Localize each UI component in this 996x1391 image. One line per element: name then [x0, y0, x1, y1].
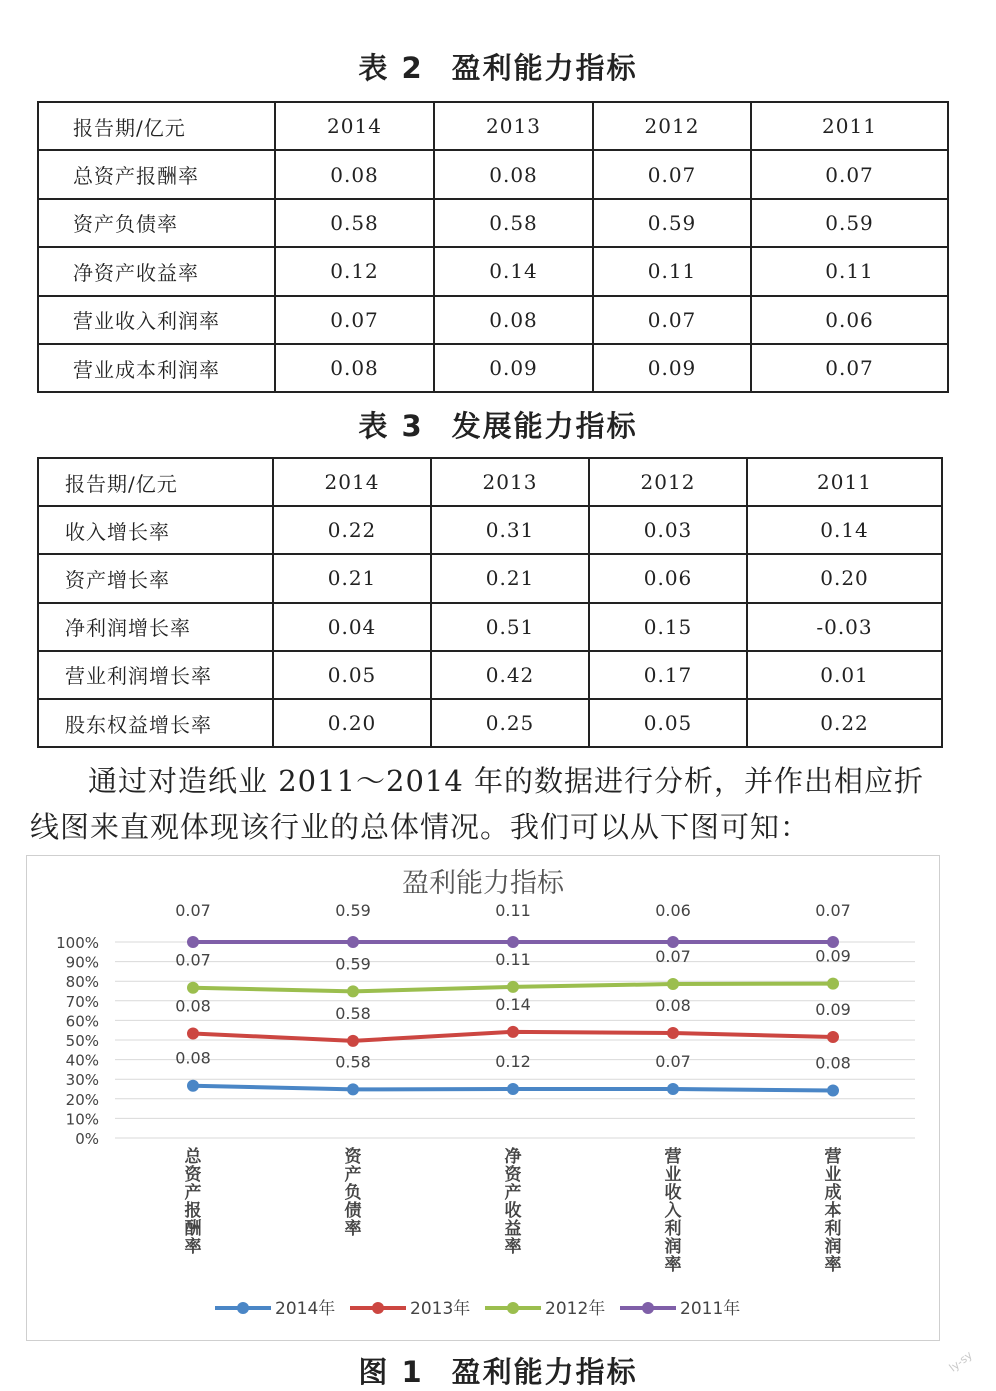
value-cell: 0.07	[593, 296, 751, 344]
figure-label: 图 1	[358, 1355, 424, 1389]
category-label-char: 收	[664, 1183, 682, 1203]
data-point	[827, 978, 839, 990]
table3-title-text: 发展能力指标	[451, 409, 638, 443]
category-label-char: 债	[344, 1201, 362, 1221]
year-header-cell: 2014	[273, 458, 431, 506]
value-cell: 0.04	[273, 603, 431, 651]
value-cell: 0.22	[747, 699, 942, 747]
row-label-cell: 营业利润增长率	[38, 651, 273, 699]
category-label-char: 营	[664, 1147, 682, 1167]
table2-row	[38, 296, 948, 344]
header-label-cell: 报告期/亿元	[38, 458, 273, 506]
category-label-char: 率	[824, 1255, 842, 1275]
data-label: 0.08	[175, 1048, 211, 1068]
category-label-char: 业	[824, 1165, 842, 1185]
value-cell: 0.58	[275, 199, 434, 247]
category-label-char: 利	[824, 1219, 842, 1239]
value-cell: 0.07	[593, 150, 751, 198]
category-label-char: 入	[664, 1201, 682, 1221]
data-label: 0.58	[335, 1052, 371, 1072]
value-cell: 0.08	[434, 150, 593, 198]
category-label-char: 资	[504, 1165, 522, 1185]
legend-marker	[642, 1302, 654, 1314]
table3-row	[38, 603, 942, 651]
category-label-char: 率	[344, 1219, 362, 1239]
year-header-cell: 2011	[751, 102, 948, 150]
row-label-cell: 营业成本利润率	[38, 344, 275, 392]
y-tick-label: 100%	[56, 934, 99, 952]
value-cell: 0.01	[747, 651, 942, 699]
legend-label: 2013年	[410, 1299, 471, 1319]
y-tick-label: 70%	[65, 992, 99, 1011]
data-label: 0.08	[655, 996, 691, 1015]
value-cell: 0.11	[593, 247, 751, 295]
value-cell: 0.08	[275, 344, 434, 392]
row-label-cell: 资产增长率	[38, 554, 273, 602]
value-cell: 0.06	[751, 296, 948, 344]
value-cell: 0.09	[593, 344, 751, 392]
value-cell: 0.12	[275, 247, 434, 295]
data-label: 0.07	[175, 950, 211, 970]
table2-row	[38, 199, 948, 247]
year-header-cell: 2012	[593, 102, 751, 150]
legend-label: 2011年	[680, 1299, 741, 1319]
year-header-cell: 2014	[275, 102, 434, 150]
data-point	[827, 1084, 839, 1096]
category-label-char: 总	[184, 1147, 202, 1167]
table3-title	[0, 404, 996, 445]
row-label-cell: 净资产收益率	[38, 247, 275, 295]
y-tick-label: 30%	[65, 1071, 99, 1090]
analysis-paragraph	[30, 758, 960, 850]
figure-caption	[0, 1350, 996, 1391]
legend-label: 2012年	[545, 1299, 606, 1319]
category-label-char: 资	[344, 1147, 362, 1167]
legend-marker	[507, 1302, 519, 1314]
category-label-char: 资	[184, 1165, 202, 1185]
profitability-chart	[26, 855, 940, 1341]
data-point	[667, 978, 679, 990]
year-header-cell: 2012	[589, 458, 747, 506]
data-point	[507, 1083, 519, 1095]
data-point	[187, 936, 199, 948]
data-point	[187, 982, 199, 994]
value-cell: 0.05	[273, 651, 431, 699]
data-point	[507, 1026, 519, 1038]
data-point	[347, 985, 359, 997]
table3-label: 表 3	[358, 409, 424, 443]
value-cell: 0.17	[589, 651, 747, 699]
value-cell: 0.03	[589, 506, 747, 554]
y-tick-label: 60%	[65, 1012, 99, 1031]
data-label: 0.08	[175, 996, 211, 1016]
category-label-char: 产	[344, 1165, 362, 1185]
category-label-char: 益	[504, 1219, 522, 1239]
value-cell: 0.21	[273, 554, 431, 602]
value-cell: 0.15	[589, 603, 747, 651]
table2-row	[38, 247, 948, 295]
data-label: 0.08	[815, 1053, 851, 1073]
row-label-cell: 净利润增长率	[38, 603, 273, 651]
data-point	[827, 1031, 839, 1043]
value-cell: 0.51	[431, 603, 589, 651]
value-cell: 0.07	[751, 150, 948, 198]
value-cell: 0.06	[589, 554, 747, 602]
table3-row	[38, 554, 942, 602]
value-cell: 0.59	[593, 199, 751, 247]
category-label-char: 本	[824, 1201, 842, 1221]
category-label-char: 产	[184, 1183, 202, 1203]
data-label: 0.12	[495, 1052, 531, 1071]
value-cell: 0.42	[431, 651, 589, 699]
category-label-char: 率	[504, 1237, 522, 1257]
category-label-char: 报	[184, 1201, 202, 1221]
row-label-cell: 股东权益增长率	[38, 699, 273, 747]
data-label: 0.07	[655, 947, 691, 966]
y-tick-label: 40%	[65, 1051, 99, 1070]
data-point	[187, 1080, 199, 1092]
header-label-cell: 报告期/亿元	[38, 102, 275, 150]
data-point	[667, 1083, 679, 1095]
figure-caption-text: 盈利能力指标	[451, 1355, 638, 1389]
row-label-cell: 总资产报酬率	[38, 150, 275, 198]
table3-row	[38, 506, 942, 554]
category-label-char: 成	[824, 1183, 842, 1203]
value-cell: 0.20	[273, 699, 431, 747]
y-tick-label: 10%	[65, 1110, 99, 1129]
data-label: 0.59	[335, 954, 371, 974]
table2-row	[38, 344, 948, 392]
category-label-char: 负	[344, 1183, 362, 1203]
value-cell: 0.58	[434, 199, 593, 247]
table3-row	[38, 651, 942, 699]
value-cell: 0.07	[275, 296, 434, 344]
data-point	[667, 1027, 679, 1039]
value-cell: 0.07	[751, 344, 948, 392]
value-cell: 0.08	[275, 150, 434, 198]
table2-title	[0, 46, 996, 87]
category-label-char: 产	[504, 1183, 522, 1203]
chart-svg	[27, 856, 939, 1340]
value-cell: 0.25	[431, 699, 589, 747]
value-cell: -0.03	[747, 603, 942, 651]
data-label: 0.11	[495, 949, 531, 969]
value-cell: 0.09	[434, 344, 593, 392]
data-label: 0.07	[655, 1052, 691, 1071]
row-label-cell: 资产负债率	[38, 199, 275, 247]
data-label: 0.06	[655, 901, 691, 920]
row-label-cell: 收入增长率	[38, 506, 273, 554]
legend-marker	[237, 1302, 249, 1314]
table3-header-row	[38, 458, 942, 506]
category-label-char: 酬	[184, 1219, 202, 1239]
legend-marker	[372, 1302, 384, 1314]
y-tick-label: 90%	[65, 953, 99, 972]
development-table	[37, 457, 943, 748]
data-label: 0.58	[335, 1003, 371, 1023]
row-label-cell: 营业收入利润率	[38, 296, 275, 344]
category-label-char: 率	[184, 1237, 202, 1257]
value-cell: 0.08	[434, 296, 593, 344]
category-label-char: 率	[664, 1255, 682, 1275]
year-header-cell: 2011	[747, 458, 942, 506]
category-label-char: 润	[664, 1237, 682, 1257]
data-point	[507, 981, 519, 993]
table2-header-row	[38, 102, 948, 150]
data-point	[347, 1035, 359, 1047]
data-label: 0.59	[335, 901, 371, 920]
table2-label: 表 2	[358, 51, 424, 85]
y-tick-label: 20%	[65, 1090, 99, 1109]
category-label-char: 业	[664, 1165, 682, 1185]
value-cell: 0.20	[747, 554, 942, 602]
table3-row	[38, 699, 942, 747]
data-label: 0.14	[495, 994, 531, 1014]
year-header-cell: 2013	[431, 458, 589, 506]
data-label: 0.09	[815, 1000, 851, 1020]
year-header-cell: 2013	[434, 102, 593, 150]
category-label-char: 利	[664, 1219, 682, 1239]
value-cell: 0.14	[434, 247, 593, 295]
y-tick-label: 80%	[65, 973, 99, 992]
data-point	[347, 936, 359, 948]
data-label: 0.09	[815, 946, 851, 966]
paragraph-line-2: 线图来直观体现该行业的总体情况。我们可以从下图可知：	[30, 810, 811, 844]
y-tick-label: 50%	[65, 1032, 99, 1050]
category-label-char: 净	[504, 1147, 522, 1167]
paragraph-line-1: 通过对造纸业 2011～2014 年的数据进行分析，并作出相应折	[88, 764, 925, 798]
value-cell: 0.11	[751, 247, 948, 295]
value-cell: 0.05	[589, 699, 747, 747]
table2-row	[38, 150, 948, 198]
value-cell: 0.22	[273, 506, 431, 554]
category-label-char: 润	[824, 1237, 842, 1257]
watermark-text: ly-sy	[946, 1348, 975, 1375]
data-point	[347, 1083, 359, 1095]
value-cell: 0.31	[431, 506, 589, 554]
data-label: 0.07	[175, 901, 211, 920]
data-point	[507, 936, 519, 948]
value-cell: 0.14	[747, 506, 942, 554]
data-label: 0.07	[815, 901, 851, 920]
data-point	[187, 1027, 199, 1039]
legend-label: 2014年	[275, 1299, 336, 1319]
profitability-table	[37, 101, 949, 393]
table2-title-text: 盈利能力指标	[451, 51, 638, 85]
value-cell: 0.59	[751, 199, 948, 247]
chart-title: 盈利能力指标	[402, 868, 564, 899]
value-cell: 0.21	[431, 554, 589, 602]
y-tick-label: 0%	[75, 1130, 99, 1148]
category-label-char: 收	[504, 1201, 522, 1221]
category-label-char: 营	[824, 1147, 842, 1167]
data-label: 0.11	[495, 901, 531, 920]
